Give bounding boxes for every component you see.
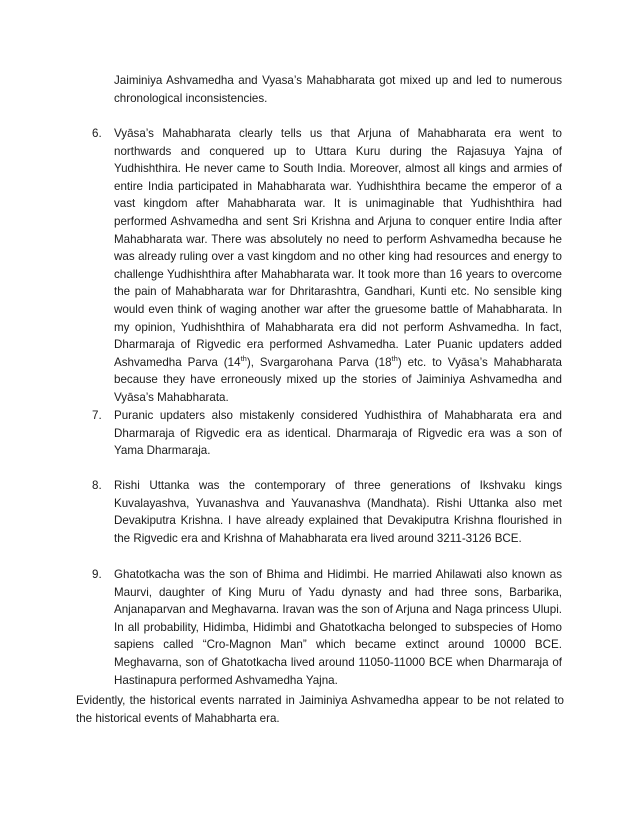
list-item-number-6: 6. [92, 127, 102, 140]
list-item-number-7: 7. [92, 409, 102, 422]
list-item-6-text-c: ) etc. to Vyāsa’s Mahabharata because they have erroneously mixed up the stories of Jaiminiya Ashvamedha and Vyāsa’s Mahabharata. [114, 355, 562, 404]
conclusion-paragraph: Evidently, the historical events narrated in Jaiminiya Ashvamedha appear to be not related to the historical events of Mahabharta era. [76, 694, 564, 725]
list-item-number-9: 9. [92, 568, 102, 581]
continuation-paragraph: Jaiminiya Ashvamedha and Vyasa’s Mahabharata got mixed up and led to numerous chronological inconsistencies. [114, 74, 562, 105]
list-item-6-text-b: ), Svargarohana Parva (18 [246, 355, 392, 369]
list-item-6-text [114, 125, 562, 407]
list-item-6-text-a: Vyāsa’s Mahabharata clearly tells us that Arjuna of Mahabharata era went to northwards and conquered up to Uttara Kuru during the Rajasuya Yajna of Yudhishthira. He never came to South India. Moreover, almost all kings and armies of entire India participated in Mahabharata war. Yudhishthira became the emperor of a vast kingdom after Mahabharata war. It is unimaginable that Yudhishthira had performed Ashvamedha and sent Sri Krishna and Arjuna to conquer entire India after Mahabharata war. There was absolutely no need to perform Ashvamedha because he was already ruling over a vast kingdom and no other king had resources and energy to challenge Yudhishthira after Mahabharata war. It took more than 16 years to overcome the pain of Mahabharata war for Dhritarashtra, Gandhari, Kunti etc. No sensible king would even think of waging another war after the gruesome battle of Mahabharata. In my opinion, Yudhishthira of Mahabharata era did not perform Ashvamedha. In fact, Dharmaraja of Rigvedic era performed Ashvamedha. Later Puanic updaters added Ashvamedha Parva (14 [114, 127, 562, 369]
list-item-number-8: 8. [92, 479, 102, 492]
superscript-th-2: th [391, 353, 398, 363]
list-item-8-text: Rishi Uttanka was the contemporary of three generations of Ikshvaku kings Kuvalayashva, Yuvanashva and Yauvanashva (Mandhata). Rishi Uttanka also met Devakiputra Krishna. I have already explained that Devakiputra Krishna flourished in the Rigvedic era and Krishna of Mahabharata era lived around 3211-3126 BCE. [114, 479, 562, 545]
list-item-7-text: Puranic updaters also mistakenly considered Yudhisthira of Mahabharata era and Dharmaraja of Rigvedic era as identical. Dharmaraja of Rigvedic era was a son of Yama Dharmaraja. [114, 409, 562, 458]
list-item-9-text: Ghatotkacha was the son of Bhima and Hidimbi. He married Ahilawati also known as Maurvi, daughter of King Muru of Yadu dynasty and had three sons, Barbarika, Anjanaparvan and Meghavarna. Iravan was the son of Arjuna and Naga princess Ulupi. In all probability, Hidimba, Hidimbi and Ghatotkacha belonged to subspecies of Homo sapiens called “Cro-Magnon Man” which became extinct around 10000 BCE. Meghavarna, son of Ghatotkacha lived around 11050-11000 BCE when Dharmaraja of Hastinapura performed Ashvamedha Yajna. [114, 568, 562, 687]
superscript-th-1: th [240, 353, 247, 363]
